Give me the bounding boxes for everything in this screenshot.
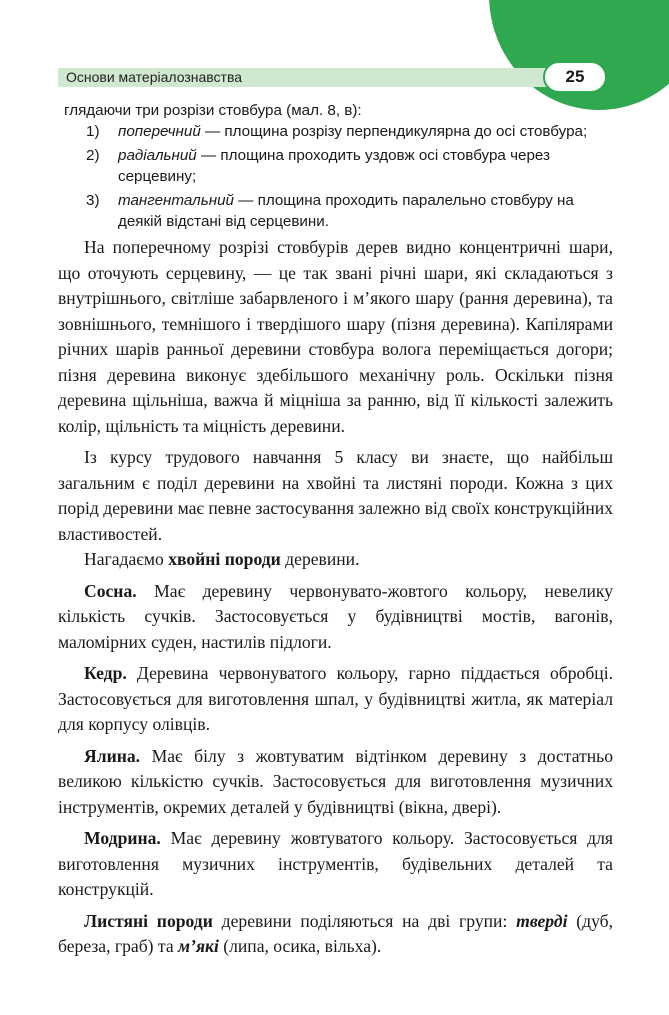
list-text: — площина проходить паралельно стовбуру на деякій відстані від серцевини.: [118, 192, 574, 230]
text-run: Має деревину жовтуватого кольору. Застосовується для виготовлення музичних інструментів, будівельних деталей та конструкцій.: [58, 828, 613, 899]
term-pine: Сосна.: [84, 580, 137, 601]
list-intro: глядаючи три розрізи стовбура (мал. 8, в):: [64, 102, 362, 119]
list-item: [58, 145, 613, 187]
paragraph-annual-rings: На поперечному розрізі стовбурів дерев видно концентричні шари, що оточують серцевину, — це так звані річні шари, які складаються з внутрішнього, світліше забарвленого і м’якого шару (рання деревина), та зовнішнього, темнішого і твердішого шару (пізня деревина). Капілярами річних шарів ранньої деревини стовбура волога переміщається догори; пізня деревина виконує здебільшого механічну роль. Оскільки пізня деревина щільніша, важча й міцніша за ранню, від її кількості залежить колір, щільність та міцність деревини.: [58, 237, 613, 436]
list-number: 2): [86, 147, 100, 164]
page-content: [58, 100, 613, 960]
text-run: деревини.: [280, 549, 360, 569]
list-item: [58, 121, 613, 142]
paragraph-wood-groups: Із курсу трудового навчання 5 класу ви знаєте, що найбільш загальним є поділ деревини на хвойні та листяні породи. Кожна з цих порід деревини має певне застосування залежно від своїх конструкційних властивостей.: [58, 447, 613, 544]
paragraph-conifers-intro: [58, 547, 613, 573]
paragraph-pine: [58, 579, 613, 656]
text-run: Нагадаємо: [84, 549, 169, 569]
list-text: — площина проходить уздовж осі стовбура через серцевину;: [118, 147, 550, 185]
term-soft: м’які: [178, 936, 219, 956]
term-deciduous: Листяні породи: [84, 910, 213, 931]
list-number: 3): [86, 192, 100, 209]
term-spruce: Ялина.: [84, 745, 141, 766]
term-conifers: хвойні породи: [168, 549, 281, 569]
list-term: радіальний: [118, 147, 197, 164]
paragraph-spruce: [58, 744, 613, 821]
corner-decoration: [489, 0, 669, 110]
text-run: Має деревину червонувато-жовтого кольору, невелику кількість сучків. Застосовується у будівництві мостів, вагонів, маломірних суден, настилів підлоги.: [58, 580, 613, 652]
paragraph-larch: [58, 826, 613, 903]
text-run: (липа, осика, вільха).: [218, 936, 382, 956]
term-cedar: Кедр.: [84, 663, 127, 683]
paragraph-deciduous: [58, 909, 613, 960]
list-term: тангентальний: [118, 192, 234, 209]
list-term: поперечний: [118, 123, 201, 140]
text-run: (дуб, береза, граб) та: [58, 910, 614, 956]
list-number: 1): [86, 123, 100, 140]
text-run: деревини поділяються на дві групи:: [212, 910, 517, 931]
list-item: [58, 190, 613, 232]
section-title: Основи матеріалознавства: [66, 69, 243, 85]
text-run: Має білу з жовтуватим відтінком деревину з достатньо великою кількістю сучків. Застосовується для виготовлення музичних інструментів, окремих деталей у будівництві (вікна, двері).: [58, 745, 613, 817]
term-hard: тверді: [516, 910, 568, 931]
section-header: [58, 68, 588, 87]
page-number: 25: [543, 61, 607, 93]
list-text: — площина розрізу перпендикулярна до осі стовбура;: [200, 123, 588, 140]
text-run: Деревина червонуватого кольору, гарно піддається обробці. Застосовується для виготовлення шпал, у будівництві житла, як матеріал для корпусу олівців.: [58, 663, 613, 734]
term-larch: Модрина.: [84, 828, 161, 848]
section-list: [58, 121, 613, 232]
paragraph-cedar: [58, 661, 613, 738]
